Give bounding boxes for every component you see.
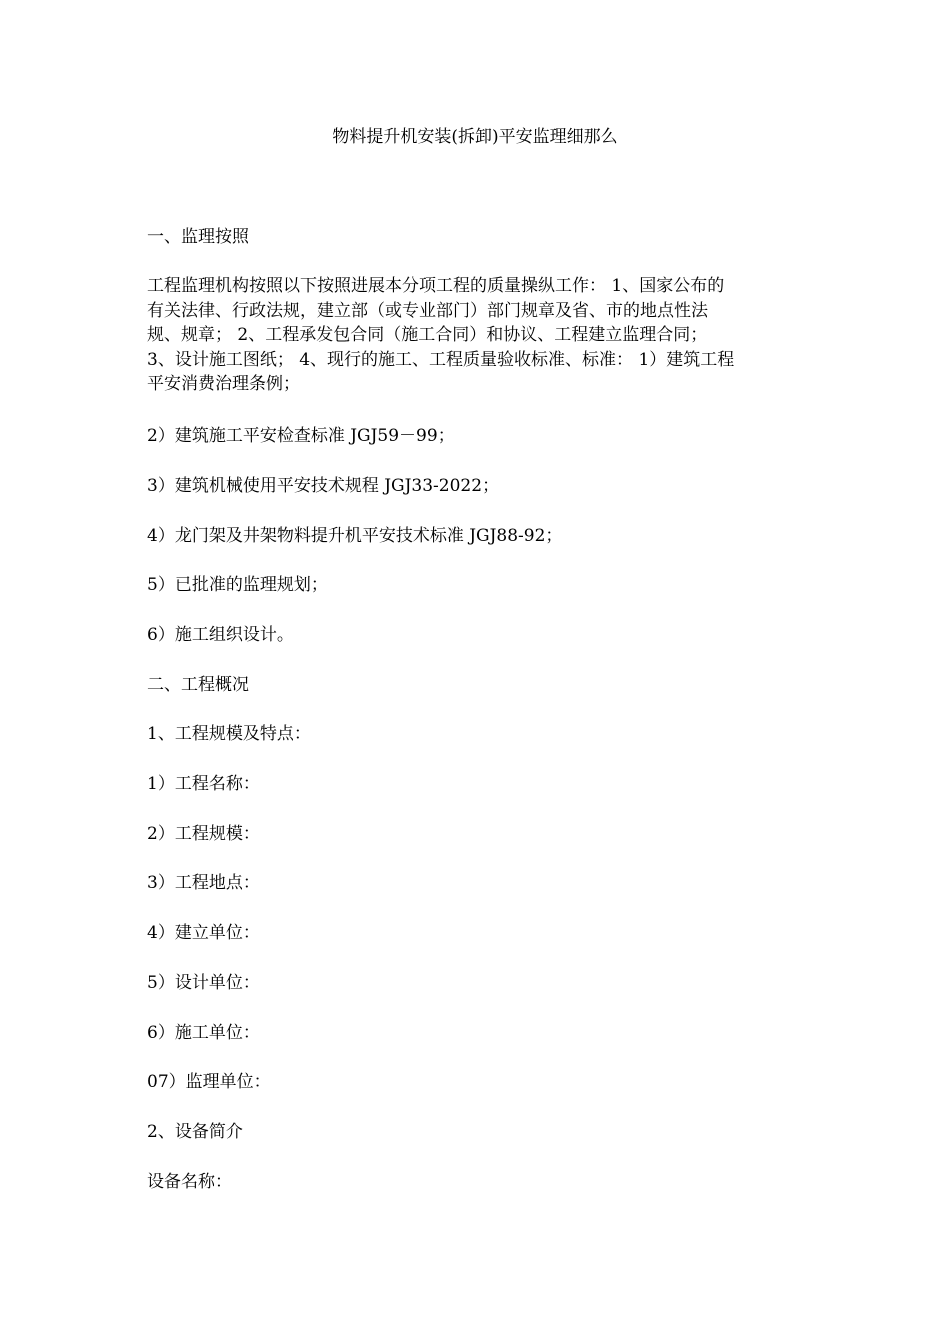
intro-line: 有关法律、行政法规，建立部（或专业部门）部门规章及省、市的地点性法: [147, 300, 708, 321]
document-title: 物料提升机安装(拆卸)平安监理细那么: [332, 127, 618, 147]
project-field: 1）工程名称：: [147, 774, 260, 794]
intro-line: 工程监理机构按照以下按照进展本分项工程的质量操纵工作： 1、国家公布的: [147, 276, 725, 296]
project-field: 4）建立单位：: [147, 923, 260, 943]
intro-line: 平安消费治理条例；: [147, 374, 300, 394]
intro-line: 规、规章； 2、工程承发包合同（施工合同）和协议、工程建立监理合同；: [147, 325, 708, 345]
subsection-heading: 2、设备简介: [147, 1122, 243, 1142]
section1-intro-paragraph: [147, 274, 807, 397]
standard-item: 4）龙门架及井架物料提升机平安技术标准 JGJ88-92；: [147, 526, 563, 546]
project-field: 6）施工单位：: [147, 1023, 260, 1043]
project-field: 2）工程规模：: [147, 824, 260, 844]
standard-item: 3）建筑机械使用平安技术规程 JGJ33-2022；: [147, 476, 500, 496]
project-field: 3）工程地点：: [147, 873, 260, 893]
standard-item: 2）建筑施工平安检查标准 JGJ59－99；: [147, 426, 455, 446]
subsection-heading: 1、工程规模及特点：: [147, 724, 311, 744]
project-field: 07）监理单位：: [147, 1072, 271, 1092]
section2-heading: 二、工程概况: [147, 675, 249, 695]
project-field: 5）设计单位：: [147, 973, 260, 993]
standard-item: 6）施工组织设计。: [147, 625, 294, 645]
intro-line: 3、设计施工图纸； 4、现行的施工、工程质量验收标准、标准： 1）建筑工程: [147, 349, 735, 370]
equipment-name-field: 设备名称：: [147, 1172, 232, 1192]
standard-item: 5）已批准的监理规划；: [147, 575, 328, 595]
section1-heading: 一、监理按照: [147, 227, 249, 247]
